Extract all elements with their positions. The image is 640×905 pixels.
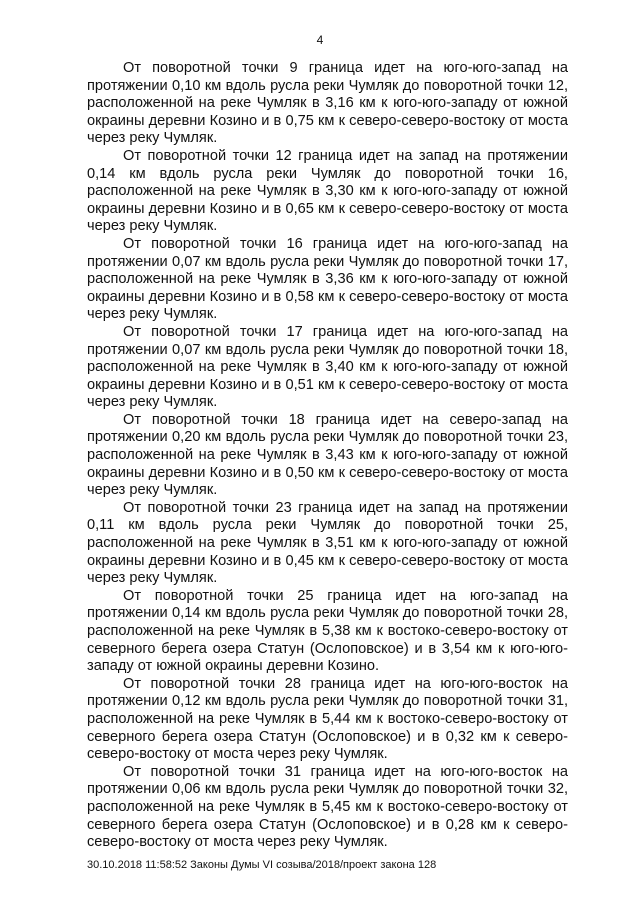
paragraph-8: От поворотной точки 28 граница идет на юго-юго-восток на протяжении 0,12 км вдоль русла реки Чумляк до поворотной точки 31, расположенной на реке Чумляк в 5,44 км к востоко-северо-востоку от северного берега озера Статун (Ослоповское) и в 0,32 км к северо-северо-востоку от моста через реку Чумляк. — [87, 675, 568, 763]
paragraph-6: От поворотной точки 23 граница идет на запад на протяжении 0,11 км вдоль русла реки Чумляк до поворотной точки 25, расположенной на реке Чумляк в 3,51 км к юго-юго-западу от южной окраины деревни Козино и в 0,45 км к северо-северо-востоку от моста через реку Чумляк. — [87, 499, 568, 587]
document-footer: 30.10.2018 11:58:52 Законы Думы VI созыва/2018/проект закона 128 — [87, 859, 437, 871]
paragraph-1: От поворотной точки 9 граница идет на юго-юго-запад на протяжении 0,10 км вдоль русла реки Чумляк до поворотной точки 12, расположенной на реке Чумляк в 3,16 км к юго-юго-западу от южной окраины деревни Козино и в 0,75 км к северо-северо-востоку от моста через реку Чумляк. — [87, 60, 568, 147]
paragraph-2: От поворотной точки 12 граница идет на запад на протяжении 0,14 км вдоль русла реки Чумляк до поворотной точки 16, расположенной на реке Чумляк в 3,30 км к юго-юго-западу от южной окраины деревни Козино и в 0,65 км к северо-северо-востоку от моста через реку Чумляк. — [87, 147, 568, 235]
paragraph-9: От поворотной точки 31 граница идет на юго-юго-восток на протяжении 0,06 км вдоль русла реки Чумляк до поворотной точки 32, расположенной на реке Чумляк в 5,45 км к востоко-северо-востоку от северного берега озера Статун (Ослоповское) и в 0,28 км к северо-северо-востоку от моста через реку Чумляк. — [87, 763, 568, 851]
page-number: 4 — [316, 33, 324, 47]
document-body — [87, 60, 568, 852]
paragraph-3: От поворотной точки 16 граница идет на юго-юго-запад на протяжении 0,07 км вдоль русла реки Чумляк до поворотной точки 17, расположенной на реке Чумляк в 3,36 км к юго-юго-западу от южной окраины деревни Козино и в 0,58 км к северо-северо-востоку от моста через реку Чумляк. — [87, 235, 568, 323]
paragraph-5: От поворотной точки 18 граница идет на северо-запад на протяжении 0,20 км вдоль русла реки Чумляк до поворотной точки 23, расположенной на реке Чумляк в 3,43 км к юго-юго-западу от южной окраины деревни Козино и в 0,50 км к северо-северо-востоку от моста через реку Чумляк. — [87, 411, 568, 499]
paragraph-4: От поворотной точки 17 граница идет на юго-юго-запад на протяжении 0,07 км вдоль русла реки Чумляк до поворотной точки 18, расположенной на реке Чумляк в 3,40 км к юго-юго-западу от южной окраины деревни Козино и в 0,51 км к северо-северо-востоку от моста через реку Чумляк. — [87, 323, 568, 411]
paragraph-7: От поворотной точки 25 граница идет на юго-запад на протяжении 0,14 км вдоль русла реки Чумляк до поворотной точки 28, расположенной на реке Чумляк в 5,38 км к востоко-северо-востоку от северного берега озера Статун (Ослоповское) и в 3,54 км к юго-юго-западу от южной окраины деревни Козино. — [87, 587, 568, 675]
